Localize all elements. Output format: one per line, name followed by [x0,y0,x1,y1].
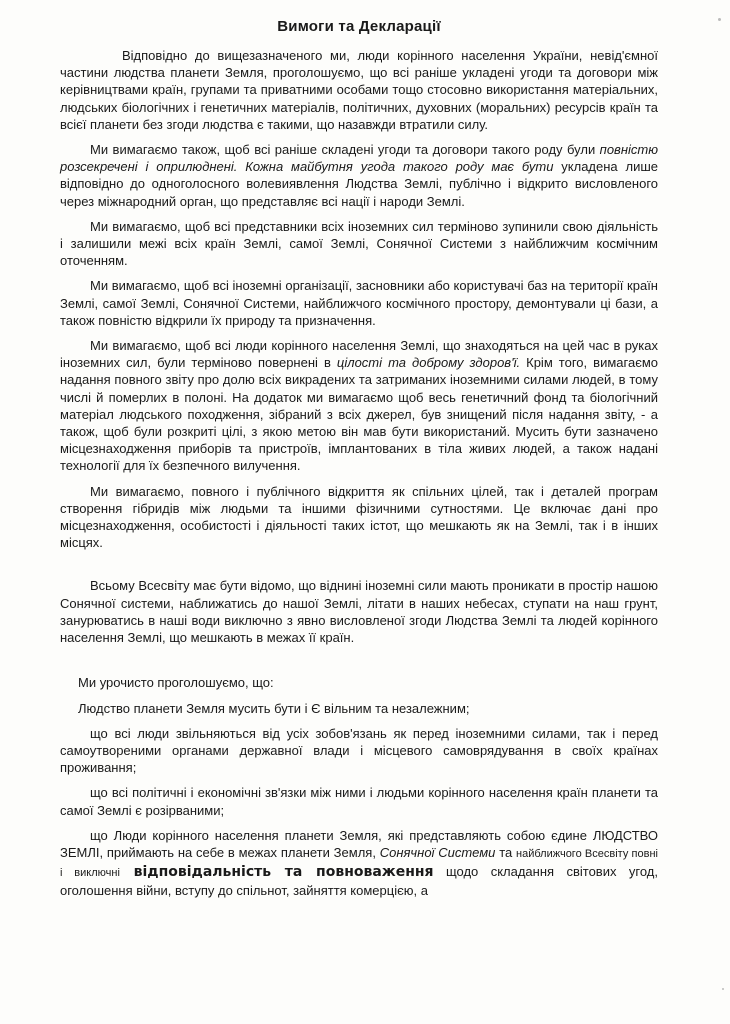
scan-speck [722,988,724,990]
paragraph-declassify-text-a: Ми вимагаємо також, щоб всі раніше складені угоди та договори такого роду були [90,142,600,158]
paragraph-responsibility [60,827,658,900]
paragraph-declassify [60,141,658,210]
paragraph-ties-broken: що всі політичні і економічні зв'язки між ними і людьми корінного населення країн планети та самої Землі є розірваними; [60,785,658,818]
paragraph-declassify-italic: повністю розсекречені і оприлюднені. Кожна майбутня угода такого роду має бути [60,142,658,175]
paragraph-declassify-text-c: укладена лише відповідно до одноголосного волевиявлення Людства Землі, публічно і відкрито висловленого через міжнародний орган, що представляє всі нації і народи Землі. [60,159,659,209]
paragraph-hybrid-programs: Ми вимагаємо, повного і публічного відкриття як спільних цілей, так і деталей програм створення гібридів між людьми та іншими фізичними сутностями. Це включає дані про місцезнаходження, особистості і діяльності таких істот, що мешкають як на Землі, так і в інших місцях. [60,483,658,551]
paragraph-responsibility-small: найближчого Всесвіту повні і виключні [60,847,658,880]
paragraph-return-text-a: Ми вимагаємо, щоб всі люди корінного населення Землі, що знаходяться на цей час в руках іноземних сил, були терміново повернені в [60,338,658,371]
paragraph-responsibility-text-a: що Люди корінного населення планети Земля, які представляють собою єдине ЛЮДСТВО ЗЕМЛІ, приймають на себе в межах планети Земля, [60,827,658,860]
paragraph-released-obligations: що всі люди звільняються від усіх зобов'язань як перед іноземними силами, так і перед самоутвореними органами державної влади і місцевого самоврядування в своїх країнах проживання; [60,725,658,776]
paragraph-responsibility-italic-b: Сонячної Системи [379,844,496,860]
paragraph-preamble: Відповідно до вищезазначеного ми, люди корінного населення України, невід'ємної частини людства планети Земля, проголошуємо, що всі раніше укладені угоди та договори між керівництвами країн, групами та приватними особами тощо стосовно використання матеріальних, людських біологічних і генетичних матеріалів, політичних, духовних (моральних) ресурсів країн та всієї планети без згоди людства є такими, що назавжди втратили силу. [60,48,658,132]
paragraph-universe-notice: Всьому Всесвіту має бути відомо, що віднині іноземні сили мають проникати в простір нашою Сонячної системи, наближатись до нашої Землі, літати в наших небесах, ступати на наш грунт, занурюватись в наші води виключно з явно висловленої згоди Людства Землі та людей корінного населення Землі, що мешкають в межах її країн. [60,578,658,646]
paragraph-responsibility-text-f: щодо складання світових угод, оголошення війни, вступу до спільнот, зайняття комерцією, а [60,864,658,899]
paragraph-return-people [60,337,658,475]
paragraph-humanity-free: Людство планети Земля мусить бути і Є вільним та незалежним; [78,700,470,716]
scan-speck [718,18,721,21]
document-title: Вимоги та Декларації [277,18,441,35]
paragraph-foreign-forces-leave: Ми вимагаємо, щоб всі представники всіх іноземних сил терміново зупинили свою діяльність і залишили межі всіх країн Землі, самої Землі, Сонячної Системи з найближчим космічним оточенням. [60,218,658,269]
paragraph-responsibility-text-c: та [495,844,517,860]
paragraph-solemn-proclaim: Ми урочисто проголошуємо, що: [78,675,274,691]
paragraph-dismantle-bases: Ми вимагаємо, щоб всі іноземні організації, засновники або користувачі баз на території країн Землі, самої Землі, Сонячної Системи, найближчого космічного простору, демонтували ці бази, а також повністю відкрили їх природу та призначення. [60,278,658,328]
paragraph-responsibility-emphasis: відповідальність та повноваження [119,864,434,881]
paragraph-return-text-c: Крім того, вимагаємо надання повного звіту про долю всіх викрадених та затриманих іноземними силами людей, в тому числі й померлих в полоні. На додаток ми вимагаємо щоб весь генетичний фонд та біологічний матеріал людського походження, зібраний з всіх джерел, був знищений після надання звіту, - а також, щоб були розкриті цілі, з якою метою він мав бути використаний. Мусить бути зазначено місцезнаходження приборів та пристроїв, імплантованих в тіла живих людей, а також надані технології для їх безпечного вилучення. [60,355,659,474]
paragraph-return-italic: цілості та доброму здоров'ї. [336,355,521,371]
